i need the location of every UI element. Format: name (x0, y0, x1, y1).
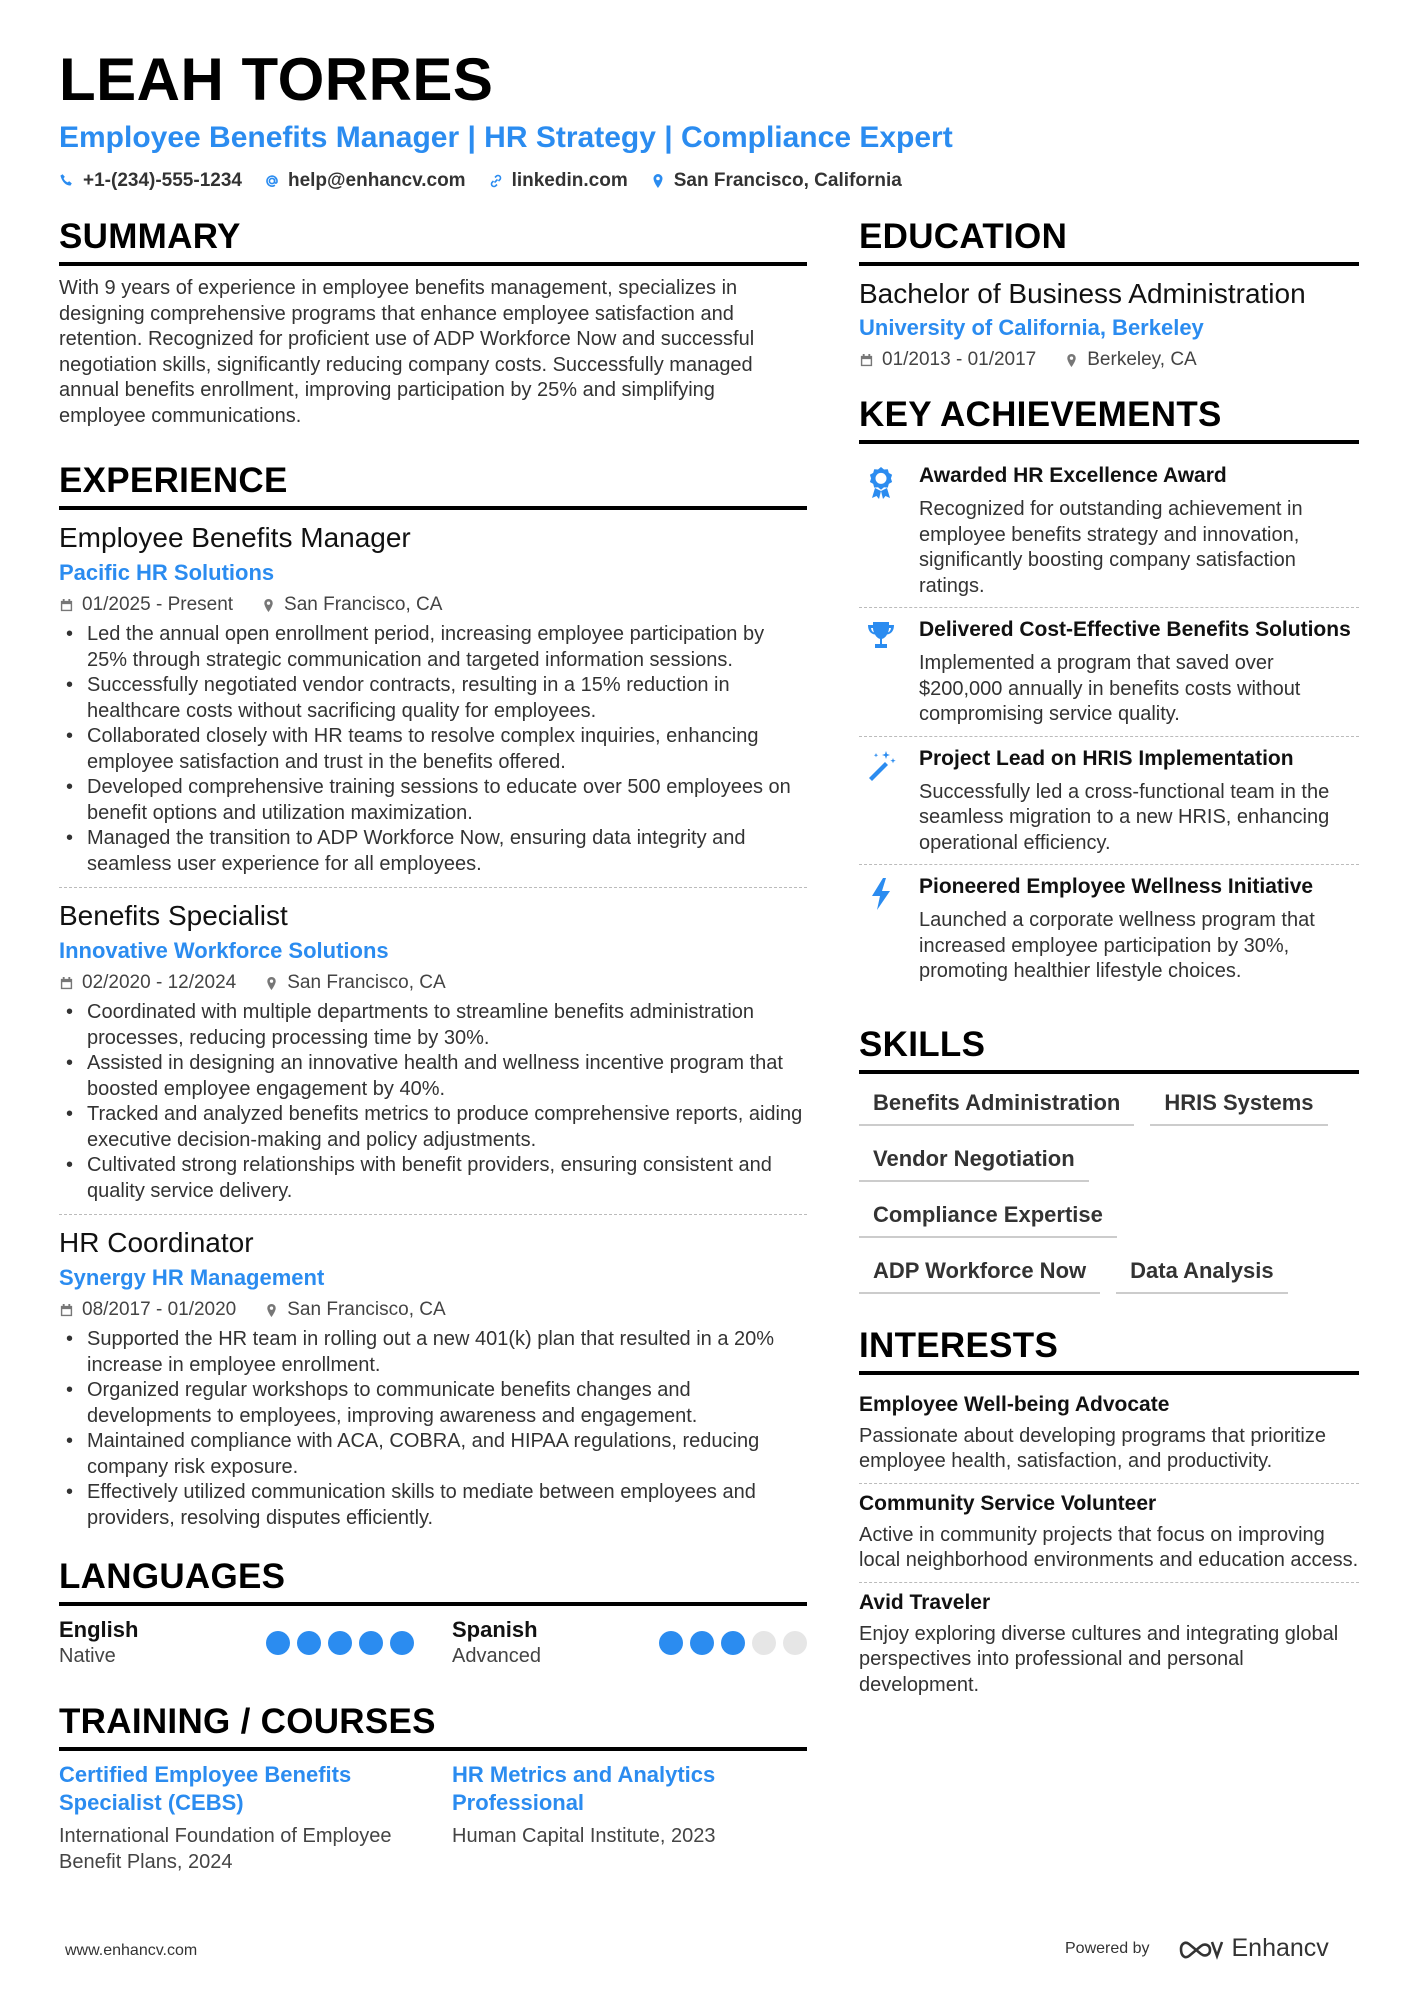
award-medal-icon (866, 466, 896, 500)
calendar-icon (59, 598, 74, 613)
contact-linkedin[interactable] (488, 170, 628, 192)
job-bullets (59, 1327, 807, 1531)
contact-email[interactable] (264, 170, 466, 192)
location-icon (264, 976, 279, 991)
summary-text: With 9 years of experience in employee benefits management, specializes in designing comprehensive programs that enhance employee satisfaction and retention. Recognized for proficient use of ADP Workforce Now and successful negotiation skills, significantly reducing company costs. Successfully managed annual benefits enrollment, improving participation by 25% and simplifying employee communications. (59, 277, 755, 427)
enhancv-brand-name: Enhancv (1231, 1934, 1329, 1962)
location-icon (264, 1303, 279, 1318)
rating-dot-filled (297, 1631, 321, 1655)
job-meta (59, 972, 807, 994)
job-meta (59, 1299, 807, 1321)
achievement-desc: Implemented a program that saved over $200,000 annually in benefits costs without compromising service quality. (919, 652, 1301, 725)
education-meta (859, 349, 1359, 371)
rating-dot-empty (783, 1631, 807, 1655)
job-bullet: • Managed the transition to ADP Workforce Now, ensuring data integrity and seamless user experience for all employees. (59, 826, 807, 877)
language-item (452, 1616, 807, 1670)
skills-section (859, 1023, 1359, 1294)
job-location: San Francisco, CA (287, 1299, 446, 1320)
job-meta (59, 594, 807, 616)
experience-section (59, 459, 807, 1541)
contact-linkedin-text: linkedin.com (511, 170, 628, 191)
company-name: Innovative Workforce Solutions (59, 938, 389, 963)
job-entry (59, 520, 807, 888)
achievement-item (859, 454, 1359, 608)
achievements-heading: KEY ACHIEVEMENTS (859, 393, 1359, 444)
contact-bar (59, 170, 1359, 192)
skill-tag: Vendor Negotiation (859, 1140, 1089, 1182)
skill-tag: Compliance Expertise (859, 1196, 1117, 1238)
left-column (59, 215, 807, 1875)
contact-phone[interactable] (59, 170, 242, 192)
skill-tag: ADP Workforce Now (859, 1252, 1100, 1294)
interest-item (859, 1385, 1359, 1484)
skill-tag: HRIS Systems (1150, 1084, 1327, 1126)
job-entry (59, 898, 807, 1215)
degree: Bachelor of Business Administration (859, 278, 1306, 309)
languages-section (59, 1555, 807, 1670)
job-bullet: • Tracked and analyzed benefits metrics to produce comprehensive reports, aiding executive decision-making and policy adjustments. (59, 1102, 807, 1153)
contact-location-text: San Francisco, California (673, 170, 902, 191)
rating-dot-empty (752, 1631, 776, 1655)
rating-dot-filled (266, 1631, 290, 1655)
achievements-section (859, 393, 1359, 993)
location-icon (1064, 353, 1079, 368)
company-name: Pacific HR Solutions (59, 560, 275, 585)
language-name: Spanish (452, 1617, 538, 1642)
course-org: International Foundation of Employee Benefit Plans, 2024 (59, 1825, 392, 1873)
interest-desc: Active in community projects that focus on improving local neighborhood environments and education access. (859, 1523, 1359, 1571)
powered-by-label: Powered by (1065, 1939, 1150, 1957)
interest-title: Employee Well-being Advocate (859, 1392, 1170, 1416)
courses-list (59, 1761, 807, 1875)
phone-icon (59, 173, 75, 189)
job-location: San Francisco, CA (284, 594, 443, 615)
job-bullet: • Collaborated closely with HR teams to resolve complex inquiries, enhancing employee satisfaction and trust in the benefits offered. (59, 724, 807, 775)
magic-wand-icon (866, 749, 896, 783)
calendar-icon (59, 976, 74, 991)
training-heading: TRAINING / COURSES (59, 1700, 807, 1751)
achievement-desc: Successfully led a cross-functional team in the seamless migration to a new HRIS, enhancing operational efficiency. (919, 780, 1330, 854)
achievement-title: Delivered Cost-Effective Benefits Solutions (919, 618, 1351, 641)
footer-website[interactable]: www.enhancv.com (65, 1942, 198, 1959)
lightning-bolt-icon (866, 877, 896, 911)
calendar-icon (859, 353, 874, 368)
achievement-item (859, 608, 1359, 737)
job-bullet: • Maintained compliance with ACA, COBRA, and HIPAA regulations, reducing company risk exposure. (59, 1429, 807, 1480)
at-icon (264, 173, 280, 189)
job-dates: 01/2025 - Present (82, 594, 234, 615)
job-title: Benefits Specialist (59, 900, 288, 931)
enhancv-logo-icon (1178, 1937, 1224, 1961)
job-dates: 08/2017 - 01/2020 (82, 1299, 237, 1320)
course-org: Human Capital Institute, 2023 (452, 1825, 716, 1847)
interest-item (859, 1583, 1359, 1707)
school-name: University of California, Berkeley (859, 315, 1204, 340)
interest-desc: Enjoy exploring diverse cultures and integrating global perspectives into professional and personal development. (859, 1622, 1339, 1696)
rating-dot-filled (690, 1631, 714, 1655)
enhancv-logo[interactable] (1178, 1934, 1329, 1963)
right-column (859, 215, 1359, 1706)
education-section (859, 215, 1359, 371)
skills-heading: SKILLS (859, 1023, 1359, 1074)
summary-section (59, 215, 807, 429)
skills-list (859, 1084, 1359, 1294)
course-title: HR Metrics and Analytics Professional (452, 1762, 716, 1815)
language-level: Native (59, 1645, 116, 1667)
language-rating (266, 1631, 414, 1655)
company-name: Synergy HR Management (59, 1265, 325, 1290)
education-location: Berkeley, CA (1087, 349, 1197, 370)
job-bullet: • Developed comprehensive training sessions to educate over 500 employees on benefit options and utilization maximization. (59, 775, 807, 826)
job-title: Employee Benefits Manager (59, 522, 411, 553)
resume-header (59, 44, 1359, 192)
training-section (59, 1700, 807, 1875)
rating-dot-filled (328, 1631, 352, 1655)
job-bullet: • Organized regular workshops to communicate benefits changes and developments to employees, improving awareness and engagement. (59, 1378, 807, 1429)
rating-dot-filled (721, 1631, 745, 1655)
rating-dot-filled (390, 1631, 414, 1655)
calendar-icon (59, 1303, 74, 1318)
interest-desc: Passionate about developing programs that prioritize employee health, satisfaction, and productivity. (859, 1424, 1326, 1472)
achievement-title: Project Lead on HRIS Implementation (919, 746, 1294, 770)
skill-tag: Benefits Administration (859, 1084, 1134, 1126)
job-bullet: • Assisted in designing an innovative health and wellness incentive program that boosted employee engagement by 40%. (59, 1051, 807, 1102)
summary-heading: SUMMARY (59, 215, 807, 266)
course-item (452, 1761, 807, 1875)
interest-title: Avid Traveler (859, 1590, 991, 1614)
rating-dot-filled (659, 1631, 683, 1655)
course-title: Certified Employee Benefits Specialist (CEBS) (59, 1762, 352, 1815)
location-icon (650, 173, 666, 189)
achievement-desc: Recognized for outstanding achievement in employee benefits strategy and innovation, significantly boosting company satisfaction ratings. (919, 498, 1303, 597)
job-entry (59, 1225, 807, 1541)
achievement-item (859, 865, 1359, 993)
job-bullet: • Led the annual open enrollment period, increasing employee participation by 25% through strategic communication and targeted information sessions. (59, 622, 807, 673)
language-item (59, 1616, 414, 1670)
interests-heading: INTERESTS (859, 1324, 1359, 1375)
education-heading: EDUCATION (859, 215, 1359, 266)
achievement-title: Pioneered Employee Wellness Initiative (919, 875, 1314, 898)
achievement-item (859, 737, 1359, 866)
languages-list (59, 1616, 807, 1670)
job-bullets (59, 1000, 807, 1204)
job-location: San Francisco, CA (287, 972, 446, 993)
location-icon (261, 598, 276, 613)
education-dates: 01/2013 - 01/2017 (882, 349, 1037, 370)
job-title: HR Coordinator (59, 1227, 254, 1258)
achievement-title: Awarded HR Excellence Award (919, 464, 1227, 487)
job-bullet: • Effectively utilized communication skills to mediate between employees and providers, resolving disputes efficiently. (59, 1480, 807, 1531)
interests-section (859, 1324, 1359, 1707)
contact-phone-text: +1-(234)-555-1234 (83, 170, 242, 191)
achievement-desc: Launched a corporate wellness program that increased employee participation by 30%, promoting healthier lifestyle choices. (919, 909, 1315, 982)
job-bullet: • Successfully negotiated vendor contracts, resulting in a 15% reduction in healthcare costs without sacrificing quality for employees. (59, 673, 807, 724)
footer-branding (1065, 1934, 1329, 1963)
candidate-tagline: Employee Benefits Manager | HR Strategy | Compliance Expert (59, 121, 953, 154)
experience-heading: EXPERIENCE (59, 459, 807, 510)
contact-location[interactable] (650, 170, 902, 192)
language-rating (659, 1631, 807, 1655)
language-level: Advanced (452, 1645, 541, 1667)
job-dates: 02/2020 - 12/2024 (82, 972, 237, 993)
job-bullet: • Coordinated with multiple departments to streamline benefits administration processes, reducing processing time by 30%. (59, 1000, 807, 1051)
job-bullet: • Cultivated strong relationships with benefit providers, ensuring consistent and quality service delivery. (59, 1153, 807, 1204)
language-name: English (59, 1617, 139, 1642)
rating-dot-filled (359, 1631, 383, 1655)
contact-email-text: help@enhancv.com (287, 170, 466, 191)
link-icon (488, 173, 504, 189)
job-bullets (59, 622, 807, 877)
interest-item (859, 1484, 1359, 1583)
job-bullet: • Supported the HR team in rolling out a new 401(k) plan that resulted in a 20% increase in employee enrollment. (59, 1327, 807, 1378)
languages-heading: LANGUAGES (59, 1555, 807, 1606)
interest-title: Community Service Volunteer (859, 1491, 1157, 1515)
candidate-name: LEAH TORRES (59, 46, 494, 113)
trophy-icon (866, 620, 896, 654)
skill-tag: Data Analysis (1116, 1252, 1287, 1294)
course-item (59, 1761, 414, 1875)
